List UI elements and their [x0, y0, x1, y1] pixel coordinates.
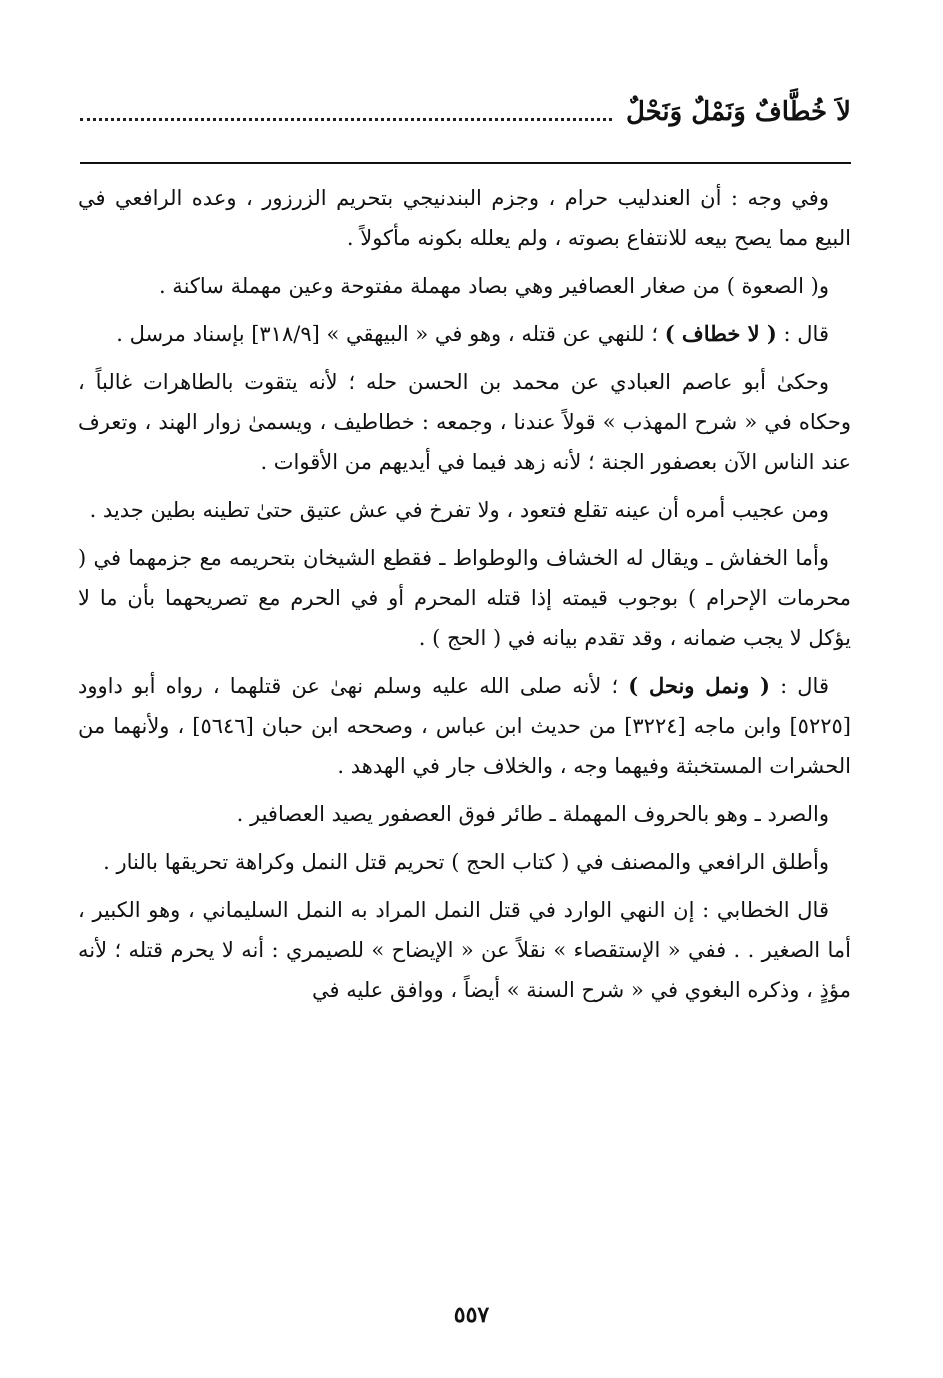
paragraph: وحكىٰ أبو عاصم العبادي عن محمد بن الحسن حله ؛ لأنه يتقوت بالطاهرات غالباً ، وحكاه في « شرح المهذب » قولاً عندنا ، وجمعه : خطاطيف ، ويسمىٰ زوار الهند ، وتعرف عند الناس الآن بعصفور الجنة ؛ لأنه زهد فيما في أيديهم من الأقوات . [78, 370, 851, 474]
paragraph: وفي وجه : أن العندليب حرام ، وجزم البندنيجي بتحريم الزرزور ، وعده الرافعي في البيع مما يصح بيعه للانتفاع بصوته ، ولم يعلله بكونه مأكولاً . [78, 186, 851, 250]
matn-quote: ( لا خطاف ) [664, 321, 777, 346]
paragraph: ومن عجيب أمره أن عينه تقلع فتعود ، ولا تفرخ في عش عتيق حتىٰ تطينه بطين جديد . [89, 498, 829, 522]
paragraph: وأطلق الرافعي والمصنف في ( كتاب الحج ) تحريم قتل النمل وكراهة تحريقها بالنار . [103, 850, 829, 874]
page-number: ٥٥٧ [453, 1302, 490, 1328]
paragraph: قال : ( ونمل ونحل ) ؛ لأنه صلى الله عليه وسلم نهىٰ عن قتلهما ، رواه أبو داوود [٥٢٢٥] وابن ماجه [٣٢٢٤] من حديث ابن عباس ، وصححه ابن حبان [٥٦٤٦] ، ولأنهما من الحشرات المستخبثة وفيهما وجه ، والخلاف جار في الهدهد . [78, 673, 851, 778]
chapter-title: لاَ خُطَّافٌ وَنَمْلٌ وَنَحْلٌ [625, 97, 851, 127]
body-text [78, 178, 851, 1018]
paragraph: و( الصعوة ) من صغار العصافير وهي بصاد مهملة مفتوحة وعين مهملة ساكنة . [158, 274, 829, 298]
paragraph: قال : ( لا خطاف ) ؛ للنهي عن قتله ، وهو في « البيهقي » [٣١٨/٩] بإسناد مرسل . [116, 321, 829, 346]
header-dotted-leader [80, 118, 612, 121]
header-divider [80, 162, 851, 164]
paragraph: وأما الخفاش ـ ويقال له الخشاف والوطواط ـ فقطع الشيخان بتحريمه مع جزمهما في ( محرمات الإحرام ) بوجوب قيمته إذا قتله المحرم أو في الحرم مع تصريحهما بأن ما لا يؤكل لا يجب ضمانه ، وقد تقدم بيانه في ( الحج ) . [78, 546, 851, 650]
paragraph: والصرد ـ وهو بالحروف المهملة ـ طائر فوق العصفور يصيد العصافير . [236, 802, 829, 826]
paragraph: قال الخطابي : إن النهي الوارد في قتل النمل المراد به النمل السليماني ، وهو الكبير ، أما الصغير . . ففي « الإستقصاء » نقلاً عن « الإيضاح » للصيمري : أنه لا يحرم قتله ؛ لأنه مؤذٍ ، وذكره البغوي في « شرح السنة » أيضاً ، ووافق عليه في [78, 898, 851, 1002]
matn-quote: ( ونمل ونحل ) [628, 673, 770, 698]
running-header [80, 92, 851, 132]
